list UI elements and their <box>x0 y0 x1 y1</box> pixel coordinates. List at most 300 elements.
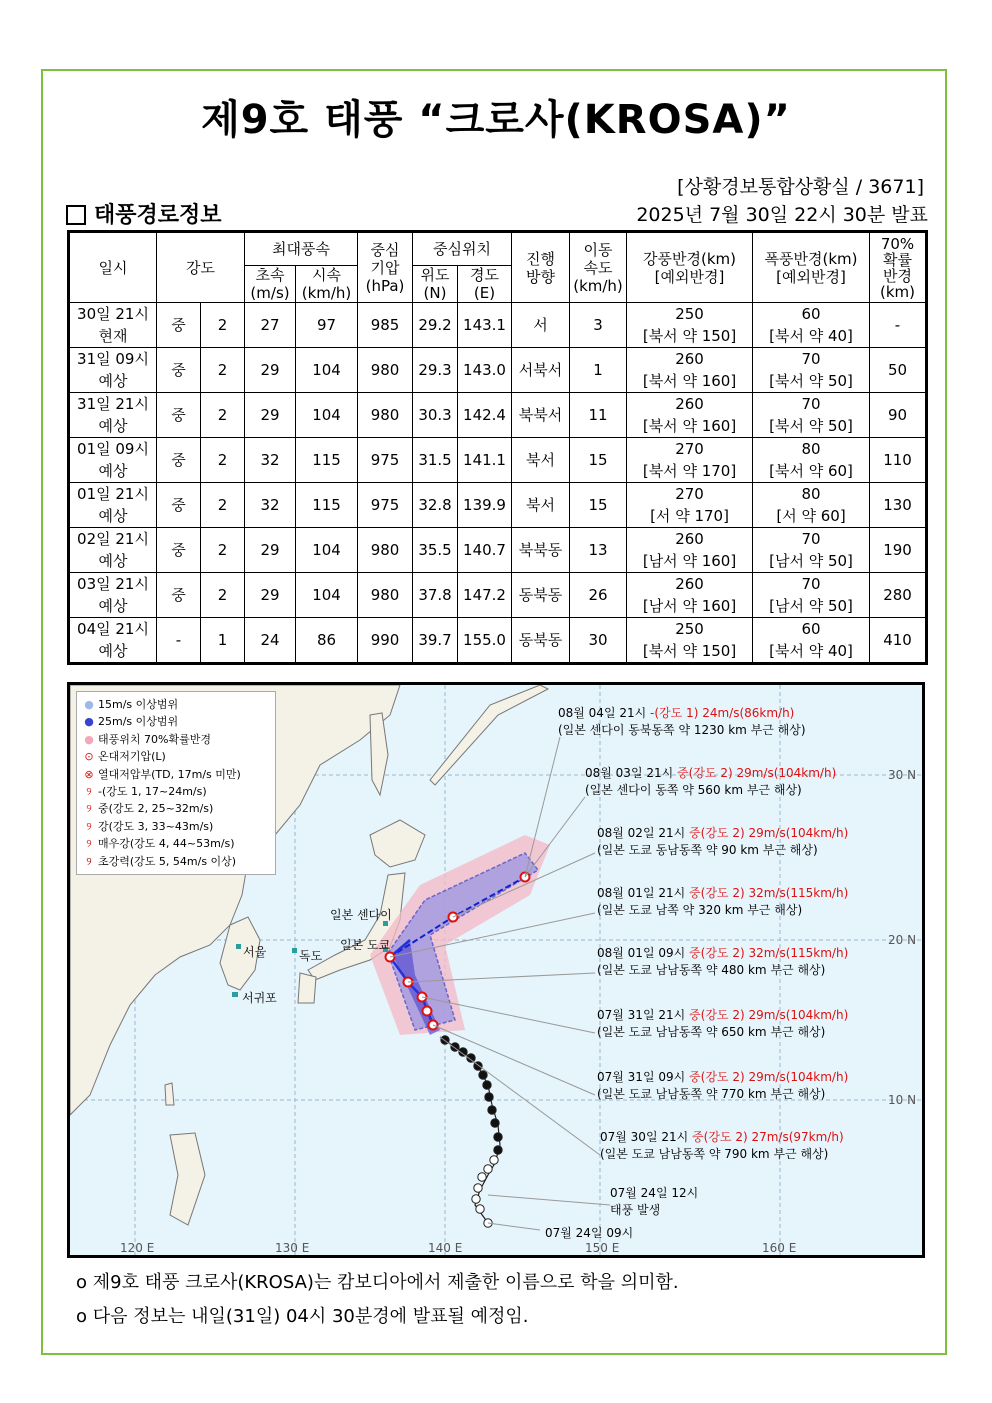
row-pressure: 980 <box>370 406 400 424</box>
cell-pressure <box>358 528 413 573</box>
forecast-point-icon <box>423 1007 432 1016</box>
cell-storm-radius <box>753 618 870 664</box>
row-level: 2 <box>217 406 228 424</box>
row-speed: 15 <box>588 496 608 514</box>
cell-prob-radius <box>870 618 927 664</box>
cell-direction <box>512 528 570 573</box>
row-strong: 250 <box>675 620 704 638</box>
map-legend <box>76 691 276 875</box>
cell-prob-radius <box>870 348 927 393</box>
typhoon-strong-icon: ୨ <box>86 819 92 833</box>
row-storm: 60 <box>801 305 821 323</box>
row-strong-ex: [남서 약 160] <box>642 552 737 570</box>
cell-lat <box>413 528 458 573</box>
footer-note-1: o 제9호 태풍 크로사(KROSA)는 캄보디아에서 제출한 이름으로 학을 의미함. <box>76 1272 679 1293</box>
row-level: 1 <box>217 631 228 649</box>
cell-strong-radius <box>627 483 753 528</box>
annotation-date: 07월 31일 09시 <box>597 1070 686 1084</box>
cell-strong-radius <box>627 438 753 483</box>
header-intensity: 강도 <box>157 232 245 303</box>
legend-item <box>83 783 269 800</box>
legend-label: 열대저압부(TD, 17m/s 미만) <box>98 767 241 781</box>
table-row <box>69 438 927 483</box>
row-direction: 동북동 <box>518 586 563 604</box>
cell-strong-radius <box>627 348 753 393</box>
cell-speed <box>570 528 627 573</box>
row-time: 02일 21시 <box>77 530 149 548</box>
row-direction: 서 <box>533 316 548 334</box>
row-direction: 서북서 <box>518 361 563 379</box>
annotation-desc: (일본 센다이 동쪽 약 560 km 부근 해상) <box>585 783 802 797</box>
row-time: 01일 21시 <box>77 485 149 503</box>
row-speed: 30 <box>588 631 608 649</box>
section-title <box>66 198 222 229</box>
cell-storm-radius <box>753 438 870 483</box>
row-strong: 260 <box>675 395 704 413</box>
row-wind-ms: 27 <box>260 316 280 334</box>
row-pressure: 980 <box>370 361 400 379</box>
legend-item <box>83 731 269 748</box>
annotation-desc: (일본 도쿄 동남동쪽 약 90 km 부근 해상) <box>597 843 818 857</box>
row-intensity: 중 <box>171 451 186 469</box>
row-strong: 270 <box>675 440 704 458</box>
row-strong-ex: [서 약 170] <box>650 507 729 525</box>
row-status: 예상 <box>98 552 128 570</box>
cell-level <box>201 438 245 483</box>
cell-prob-radius <box>870 483 927 528</box>
cell-direction <box>512 348 570 393</box>
cell-wind-kmh <box>296 618 358 664</box>
row-wind-ms: 32 <box>260 451 280 469</box>
label-dokdo: 독도 <box>299 949 323 963</box>
kuril-islands <box>430 685 548 785</box>
cell-level <box>201 528 245 573</box>
typhoon-track-map <box>67 682 925 1258</box>
forecast-annotation <box>597 945 848 979</box>
legend-label: 온대저기압(L) <box>98 750 166 764</box>
row-lat: 30.3 <box>418 406 452 424</box>
label-seoul: 서울 <box>243 945 267 959</box>
row-intensity: 중 <box>171 316 186 334</box>
cell-lon <box>458 438 512 483</box>
cell-storm-radius <box>753 393 870 438</box>
cell-strong-radius <box>627 618 753 664</box>
past-track-point <box>488 1106 496 1114</box>
forecast-annotation <box>585 765 836 799</box>
cell-lon <box>458 393 512 438</box>
row-wind-kmh: 86 <box>316 631 337 649</box>
genesis-date: 07월 24일 12시 <box>610 1186 699 1200</box>
legend-label: 태풍위치 70%확률반경 <box>98 732 211 746</box>
row-pressure: 975 <box>370 496 400 514</box>
cell-direction <box>512 393 570 438</box>
header-wind-kmh: 시속 (km/h) <box>296 266 358 303</box>
row-lat: 39.7 <box>418 631 452 649</box>
sakhalin <box>370 713 388 795</box>
row-strong: 260 <box>675 530 704 548</box>
lon-tick-160: 160 E <box>762 1241 797 1255</box>
cell-storm-radius <box>753 528 870 573</box>
cell-level <box>201 573 245 618</box>
row-status: 예상 <box>98 417 128 435</box>
row-storm-ex: [서 약 60] <box>776 507 846 525</box>
row-storm: 70 <box>801 395 821 413</box>
cell-lon <box>458 483 512 528</box>
cell-pressure <box>358 438 413 483</box>
row-level: 2 <box>217 361 228 379</box>
row-wind-ms: 24 <box>260 631 280 649</box>
row-time: 04일 21시 <box>77 620 149 638</box>
row-direction: 북북서 <box>518 406 563 424</box>
row-level: 2 <box>217 586 228 604</box>
row-direction: 북북동 <box>518 541 563 559</box>
forecast-annotation <box>600 1129 844 1163</box>
tropical-depression-icon: ⊗ <box>84 767 94 781</box>
typhoon-super-icon: ୨ <box>86 854 92 868</box>
row-lon: 143.1 <box>463 316 506 334</box>
row-status: 예상 <box>98 597 128 615</box>
checkbox-square-icon <box>66 205 86 225</box>
typhoon-track-table <box>67 230 928 665</box>
cell-wind-ms <box>245 393 296 438</box>
forecast-annotation <box>597 885 848 919</box>
annotation-date: 07월 30일 21시 <box>600 1130 689 1144</box>
lon-tick-150: 150 E <box>585 1241 620 1255</box>
label-sendai: 일본 센다이 <box>330 908 392 922</box>
annotation-grade: 중(강도 2) 29m/s(104km/h) <box>689 826 849 840</box>
legend-item <box>83 835 269 852</box>
row-strong-ex: [북서 약 150] <box>642 642 737 660</box>
annotation-grade: 중(강도 2) 32m/s(115km/h) <box>689 886 849 900</box>
cell-wind-ms <box>245 618 296 664</box>
cell-wind-ms <box>245 438 296 483</box>
row-status: 예상 <box>98 642 128 660</box>
cell-speed <box>570 393 627 438</box>
annotation-grade: -(강도 1) 24m/s(86km/h) <box>650 706 795 720</box>
past-track-point <box>479 1071 487 1079</box>
row-lat: 29.3 <box>418 361 452 379</box>
cell-prob-radius <box>870 393 927 438</box>
cell-speed <box>570 483 627 528</box>
row-intensity: 중 <box>171 541 186 559</box>
cell-intensity <box>157 348 201 393</box>
cell-lat <box>413 438 458 483</box>
row-status: 예상 <box>98 462 128 480</box>
cell-storm-radius <box>753 303 870 348</box>
row-intensity: - <box>175 631 182 649</box>
cell-lat <box>413 618 458 664</box>
row-speed: 3 <box>593 316 603 334</box>
row-time: 03일 21시 <box>77 575 149 593</box>
annotation-desc: (일본 도쿄 남쪽 약 320 km 부근 해상) <box>597 903 803 917</box>
annotation-date: 08월 04일 21시 <box>558 706 647 720</box>
row-storm: 70 <box>801 575 821 593</box>
past-track-point <box>494 1133 502 1141</box>
row-strong-ex: [북서 약 160] <box>642 417 737 435</box>
forecast-annotation <box>597 1069 848 1103</box>
circle-lightblue-icon: ● <box>84 698 94 711</box>
row-speed: 15 <box>588 451 608 469</box>
row-intensity: 중 <box>171 406 186 424</box>
row-strong: 260 <box>675 350 704 368</box>
cell-speed <box>570 618 627 664</box>
row-strong-ex: [남서 약 160] <box>642 597 737 615</box>
cell-prob-radius <box>870 528 927 573</box>
forecast-annotation <box>558 705 806 739</box>
cell-datetime <box>69 618 157 664</box>
header-strong-radius: 강풍반경(km) [예외반경] <box>627 232 753 303</box>
forecast-annotation <box>597 1007 848 1041</box>
row-wind-kmh: 104 <box>312 586 341 604</box>
cell-prob-radius <box>870 573 927 618</box>
cell-pressure <box>358 393 413 438</box>
row-lon: 141.1 <box>463 451 506 469</box>
row-speed: 13 <box>588 541 608 559</box>
philippines <box>170 1133 205 1225</box>
table-row <box>69 618 927 664</box>
cell-speed <box>570 573 627 618</box>
annotation-grade: 중(강도 2) 29m/s(104km/h) <box>677 766 837 780</box>
table-row <box>69 393 927 438</box>
cell-strong-radius <box>627 303 753 348</box>
cell-speed <box>570 303 627 348</box>
circle-blue-icon: ● <box>84 715 94 729</box>
annotation-date: 08월 01일 21시 <box>597 886 686 900</box>
legend-label: 15m/s 이상범위 <box>98 698 179 711</box>
past-track-point <box>476 1205 484 1213</box>
cell-wind-ms <box>245 483 296 528</box>
table-row <box>69 483 927 528</box>
row-wind-ms: 29 <box>260 361 280 379</box>
row-storm-ex: [남서 약 50] <box>769 552 853 570</box>
cell-pressure <box>358 483 413 528</box>
table-row <box>69 528 927 573</box>
annotation-desc: (일본 도쿄 남남동쪽 약 790 km 부근 해상) <box>600 1147 829 1161</box>
row-wind-kmh: 115 <box>312 496 341 514</box>
legend-label: 25m/s 이상범위 <box>98 715 179 729</box>
header-lat: 위도 (N) <box>413 266 458 303</box>
row-prob: - <box>894 316 901 334</box>
header-position: 중심위치 <box>413 232 512 266</box>
legend-item <box>83 766 269 783</box>
row-level: 2 <box>217 316 228 334</box>
legend-label: 매우강(강도 4, 44~53m/s) <box>98 837 235 851</box>
row-lat: 29.2 <box>418 316 452 334</box>
header-prob-radius: 70% 확률 반경 (km) <box>870 232 927 303</box>
past-track-point <box>485 1093 493 1101</box>
annotation-date: 08월 01일 09시 <box>597 946 686 960</box>
row-time: 31일 09시 <box>77 350 149 368</box>
taiwan <box>165 1083 174 1105</box>
row-lon: 143.0 <box>463 361 506 379</box>
past-track-point <box>483 1081 491 1089</box>
cell-speed <box>570 438 627 483</box>
table-row <box>69 348 927 393</box>
label-seogwipo: 서귀포 <box>242 991 277 1005</box>
cell-intensity <box>157 303 201 348</box>
row-wind-ms: 29 <box>260 406 280 424</box>
cell-lon <box>458 348 512 393</box>
row-wind-ms: 29 <box>260 586 280 604</box>
cell-wind-kmh <box>296 483 358 528</box>
row-direction: 북서 <box>526 496 555 514</box>
legend-label: 초강력(강도 5, 54m/s 이상) <box>98 854 237 868</box>
typhoon-medium-icon: ୨ <box>86 802 92 816</box>
annotation-grade: 중(강도 2) 32m/s(115km/h) <box>689 946 849 960</box>
cell-intensity <box>157 483 201 528</box>
cell-strong-radius <box>627 573 753 618</box>
cell-datetime <box>69 393 157 438</box>
row-strong-ex: [북서 약 150] <box>642 327 737 345</box>
cell-strong-radius <box>627 393 753 438</box>
cell-wind-kmh <box>296 573 358 618</box>
cell-level <box>201 393 245 438</box>
header-speed: 이동 속도 (km/h) <box>570 232 627 303</box>
row-pressure: 990 <box>370 631 400 649</box>
row-speed: 26 <box>588 586 608 604</box>
legend-item <box>83 696 269 713</box>
row-level: 2 <box>217 496 228 514</box>
cell-strong-radius <box>627 528 753 573</box>
circle-pink-icon: ● <box>84 732 94 746</box>
cell-lat <box>413 303 458 348</box>
row-prob: 90 <box>887 406 908 424</box>
row-prob: 110 <box>883 451 912 469</box>
past-track-point <box>490 1156 498 1164</box>
legend-label: -(강도 1, 17~24m/s) <box>98 785 207 799</box>
page-title: 제9호 태풍 “크로사(KROSA)” <box>201 97 791 143</box>
forecast-annotation <box>597 825 848 859</box>
section-title-text: 태풍경로정보 <box>94 203 222 228</box>
row-storm-ex: [북서 약 40] <box>769 642 853 660</box>
track-start-date: 07월 24일 09시 <box>545 1226 634 1240</box>
row-direction: 북서 <box>526 451 555 469</box>
row-storm: 70 <box>801 350 821 368</box>
cell-datetime <box>69 348 157 393</box>
row-pressure: 985 <box>370 316 400 334</box>
lat-tick-20: 20 N <box>888 933 917 947</box>
row-strong: 260 <box>675 575 704 593</box>
row-prob: 130 <box>883 496 912 514</box>
row-status: 현재 <box>98 327 128 345</box>
cell-intensity <box>157 438 201 483</box>
header-datetime: 일시 <box>69 232 157 303</box>
annotation-grade: 중(강도 2) 29m/s(104km/h) <box>689 1070 849 1084</box>
row-direction: 동북동 <box>518 631 563 649</box>
cell-lon <box>458 618 512 664</box>
label-tokyo: 일본 도쿄 <box>340 938 391 952</box>
legend-item <box>83 713 269 730</box>
cell-pressure <box>358 618 413 664</box>
row-strong-ex: [북서 약 160] <box>642 372 737 390</box>
row-level: 2 <box>217 451 228 469</box>
cell-wind-kmh <box>296 303 358 348</box>
cell-wind-ms <box>245 528 296 573</box>
cell-lon <box>458 573 512 618</box>
row-prob: 50 <box>887 361 908 379</box>
cell-speed <box>570 348 627 393</box>
cell-direction <box>512 618 570 664</box>
cell-lon <box>458 528 512 573</box>
row-intensity: 중 <box>171 496 186 514</box>
row-pressure: 975 <box>370 451 400 469</box>
header-max-wind: 최대풍속 <box>245 232 358 266</box>
cell-wind-ms <box>245 348 296 393</box>
cell-lat <box>413 348 458 393</box>
cell-storm-radius <box>753 483 870 528</box>
cell-lon <box>458 303 512 348</box>
cell-level <box>201 303 245 348</box>
cell-level <box>201 348 245 393</box>
past-track-point <box>472 1195 480 1203</box>
legend-label: 강(강도 3, 33~43m/s) <box>98 819 214 833</box>
annotation-date: 08월 02일 21시 <box>597 826 686 840</box>
cell-storm-radius <box>753 573 870 618</box>
cell-datetime <box>69 438 157 483</box>
cell-wind-ms <box>245 303 296 348</box>
row-storm: 60 <box>801 620 821 638</box>
row-level: 2 <box>217 541 228 559</box>
cell-pressure <box>358 573 413 618</box>
row-status: 예상 <box>98 372 128 390</box>
row-strong-ex: [북서 약 170] <box>642 462 737 480</box>
cell-datetime <box>69 573 157 618</box>
past-track-points <box>441 1036 502 1227</box>
cell-intensity <box>157 528 201 573</box>
row-wind-kmh: 104 <box>312 541 341 559</box>
row-lat: 35.5 <box>418 541 452 559</box>
row-wind-kmh: 104 <box>312 361 341 379</box>
issued-datetime: 2025년 7월 30일 22시 30분 발표 <box>636 204 928 226</box>
cell-pressure <box>358 348 413 393</box>
row-storm-ex: [북서 약 40] <box>769 327 853 345</box>
legend-item <box>83 800 269 817</box>
row-storm: 80 <box>801 485 821 503</box>
row-storm: 80 <box>801 440 821 458</box>
header-lon: 경도 (E) <box>458 266 512 303</box>
row-prob: 280 <box>883 586 912 604</box>
past-track-point <box>478 1173 486 1181</box>
low-pressure-icon: ⊙ <box>84 750 94 764</box>
annotation-desc: (일본 도쿄 남남동쪽 약 650 km 부근 해상) <box>597 1025 826 1039</box>
cell-lat <box>413 393 458 438</box>
row-lon: 147.2 <box>463 586 506 604</box>
row-lon: 139.9 <box>463 496 506 514</box>
cell-direction <box>512 438 570 483</box>
header-pressure: 중심 기압 (hPa) <box>358 232 413 303</box>
kyushu <box>298 973 316 1003</box>
hokkaido <box>370 820 425 867</box>
row-prob: 190 <box>883 541 912 559</box>
lat-tick-10: 10 N <box>888 1093 917 1107</box>
cell-storm-radius <box>753 348 870 393</box>
row-storm-ex: [남서 약 50] <box>769 597 853 615</box>
cell-wind-kmh <box>296 528 358 573</box>
header-direction: 진행 방향 <box>512 232 570 303</box>
row-intensity: 중 <box>171 586 186 604</box>
row-storm-ex: [북서 약 50] <box>769 372 853 390</box>
row-lon: 155.0 <box>463 631 506 649</box>
row-wind-kmh: 115 <box>312 451 341 469</box>
cell-wind-ms <box>245 573 296 618</box>
cell-wind-kmh <box>296 348 358 393</box>
table-row <box>69 573 927 618</box>
annotation-date: 07월 31일 21시 <box>597 1008 686 1022</box>
cell-direction <box>512 483 570 528</box>
cell-wind-kmh <box>296 393 358 438</box>
header-storm-radius: 폭풍반경(km) [예외반경] <box>753 232 870 303</box>
lon-tick-120: 120 E <box>120 1241 155 1255</box>
